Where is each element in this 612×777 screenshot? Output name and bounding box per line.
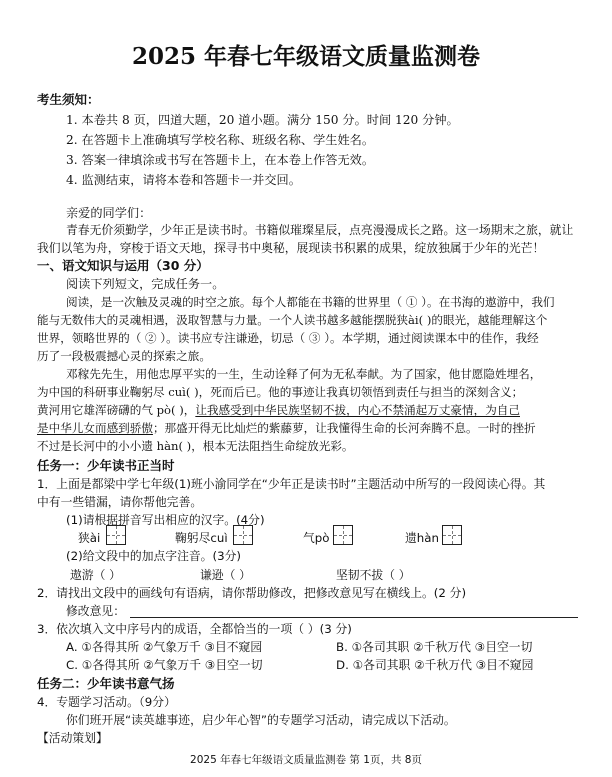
answer-grid[interactable] bbox=[442, 525, 462, 545]
dotted-word[interactable]: 谦逊（ ） bbox=[200, 568, 251, 582]
passage-line bbox=[37, 420, 536, 436]
option-b[interactable]: B. ①各司其职 ②千秋万代 ③目空一切 bbox=[336, 640, 533, 654]
notice-heading: 考生须知： bbox=[37, 92, 100, 107]
pinyin-label: 狭ài bbox=[78, 531, 101, 545]
passage-line: 能与无数伟大的灵魂相遇，汲取智慧与力量。一个人读书越多越能摆脱狭ài( )的眼光，越能理解这个 bbox=[37, 313, 548, 327]
greeting: 亲爱的同学们： bbox=[66, 206, 152, 220]
question-1-1: (1)请根据拼音写出相应的汉字。(4分) bbox=[66, 513, 265, 527]
intro-line: 我们以笔为舟，穿梭于语文天地，探寻书中奥秘，展现读书积累的成果，绽放独属于少年的光芒！ bbox=[37, 241, 545, 255]
dotted-word[interactable]: 遨游（ ） bbox=[70, 568, 121, 582]
section-heading: 一、语文知识与运用（30 分） bbox=[37, 258, 209, 273]
option-a[interactable]: A. ①各得其所 ②气象万千 ③目不窥园 bbox=[66, 640, 263, 654]
passage-line: 为中国的科研事业鞠躬尽 cuì( )，死而后已。他的事迹让我真切领悟到责任与担当的深刻含义； bbox=[37, 385, 524, 399]
underlined-sentence: 让我感受到中华民族坚韧不拔，内心不禁涌起万丈豪情，为自己 bbox=[195, 403, 520, 417]
passage-text: ；那盛开得无比灿烂的紫藤萝，让我懂得生命的长河奔腾不息。一时的挫折 bbox=[152, 421, 536, 435]
pinyin-label: 遗hàn bbox=[405, 531, 439, 545]
question-1-2: (2)给文段中的加点字注音。(3分) bbox=[66, 549, 241, 563]
option-d[interactable]: D. ①各司其职 ②千秋万代 ③目不窥园 bbox=[336, 658, 534, 672]
intro-line: 青春无价须勤学，少年正是读书时。书籍似璀璨星辰，点亮漫漫成长之路。这一场期末之旅，就让 bbox=[66, 223, 574, 237]
revision-label: 修改意见： bbox=[66, 604, 125, 618]
answer-grid[interactable] bbox=[333, 525, 353, 545]
page-footer: 2025 年春七年级语文质量监测卷 第 1页，共 8页 bbox=[190, 754, 422, 766]
question-4-desc: 你们班开展“读英雄事迹，启少年心智”的专题学习活动，请完成以下活动。 bbox=[66, 713, 456, 727]
passage-line bbox=[37, 402, 520, 418]
question-4: 4．专题学习活动。（9分） bbox=[37, 695, 176, 709]
passage-line: 世界，领略世界的（ ② ）。读书应专注谦逊，切忌（ ③ ）。本学期，通过阅读课本中的佳作，我经 bbox=[37, 331, 539, 345]
option-c[interactable]: C. ①各得其所 ②气象万千 ③目空一切 bbox=[66, 658, 263, 672]
question-1: 中有一些错漏，请你帮他完善。 bbox=[37, 495, 203, 509]
question-2: 2．请找出文段中的画线句有语病，请你帮助修改，把修改意见写在横线上。(2 分) bbox=[37, 586, 467, 600]
question-1: 1．上面是都梁中学七年级(1)班小渝同学在“少年正是读书时”主题活动中所写的一段阅读心得。其 bbox=[37, 477, 546, 491]
answer-grid[interactable] bbox=[106, 525, 126, 545]
passage-line: 历了一段极震撼心灵的探索之旅。 bbox=[37, 349, 211, 363]
dotted-word[interactable]: 坚韧不拔（ ） bbox=[336, 568, 411, 582]
passage-line: 不过是长河中的小小遗 hàn( )，根本无法阻挡生命绽放光彩。 bbox=[37, 439, 354, 453]
answer-line[interactable] bbox=[130, 616, 578, 618]
passage-text: 黄河用它雄浑磅礴的气 pò( )， bbox=[37, 403, 196, 417]
answer-grid[interactable] bbox=[233, 525, 253, 545]
task-heading: 任务二：少年读书意气扬 bbox=[37, 676, 175, 691]
notice-item: 3. 答案一律填涂或书写在答题卡上，在本卷上作答无效。 bbox=[66, 153, 375, 167]
instruction: 阅读下列短文，完成任务一。 bbox=[66, 277, 225, 291]
notice-item: 2. 在答题卡上准确填写学校名称、班级名称、学生姓名。 bbox=[66, 133, 375, 147]
task-heading: 任务一：少年读书正当时 bbox=[37, 458, 175, 473]
activity-heading: 【活动策划】 bbox=[37, 731, 108, 745]
question-3: 3．依次填入文中序号内的成语，全都恰当的一项（ ）(3 分) bbox=[37, 622, 352, 636]
notice-item: 4. 监测结束，请将本卷和答题卡一并交回。 bbox=[66, 173, 301, 187]
passage-line: 邓稼先先生，用他忠厚平实的一生，生动诠释了何为无私奉献。为了国家，他甘愿隐姓埋名， bbox=[66, 367, 542, 381]
passage-line: 阅读，是一次触及灵魂的时空之旅。每个人都能在书籍的世界里（ ① ）。在书海的遨游中，我们 bbox=[66, 295, 555, 309]
underlined-sentence: 是中华儿女而感到骄傲 bbox=[37, 421, 153, 435]
page-title: 2025 年春七年级语文质量监测卷 bbox=[131, 43, 481, 70]
pinyin-label: 气pò bbox=[303, 531, 330, 545]
notice-item: 1. 本卷共 8 页，四道大题，20 道小题。满分 150 分。时间 120 分钟。 bbox=[66, 113, 459, 127]
pinyin-label: 鞠躬尽cuì bbox=[175, 531, 228, 545]
